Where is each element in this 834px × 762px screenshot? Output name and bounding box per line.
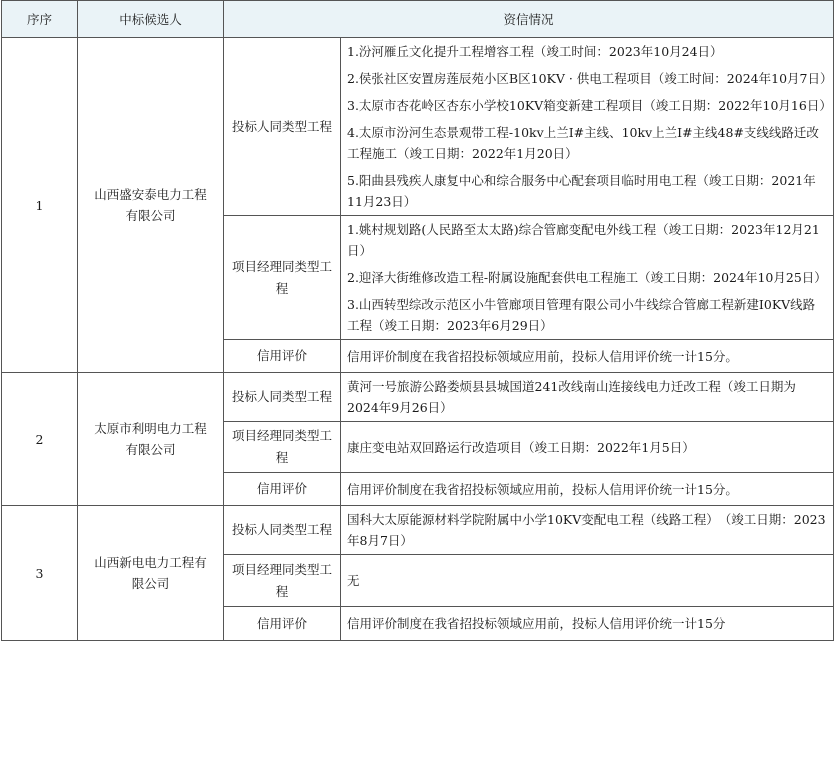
project-item: 1.姚村规划路(人民路至太太路)综合管廊变配电外线工程（竣工日期：2023年12月21日）	[347, 222, 820, 258]
bidder-projects-cell	[341, 38, 834, 216]
pm-projects-cell	[341, 216, 834, 340]
project-item: 4.太原市汾河生态景观带工程-10kv上兰I#主线、10kv上兰I#主线48#支线线路迁改工程施工（竣工日期：2022年1月20日）	[347, 125, 819, 161]
pm-projects-label: 项目经理同类型工程	[224, 555, 341, 607]
bidder-projects-label: 投标人同类型工程	[224, 506, 341, 555]
table-row	[2, 506, 834, 555]
candidate-qualification-table	[1, 0, 834, 641]
credit-label: 信用评价	[224, 473, 341, 506]
seq-cell: 3	[2, 506, 78, 641]
pm-projects-label: 项目经理同类型工程	[224, 422, 341, 473]
credit-text: 信用评价制度在我省招投标领域应用前，投标人信用评价统一计15分	[341, 607, 834, 641]
candidate-cell: 太原市利明电力工程有限公司	[78, 373, 224, 506]
project-item: 2.迎泽大街维修改造工程-附属设施配套供电工程施工（竣工日期：2024年10月25日）	[347, 270, 827, 285]
header-seq: 序序	[2, 1, 78, 38]
project-item: 康庄变电站双回路运行改造项目（竣工日期：2022年1月5日）	[341, 422, 834, 473]
header-candidate: 中标候选人	[78, 1, 224, 38]
project-item: 5.阳曲县残疾人康复中心和综合服务中心配套项目临时用电工程（竣工日期：2021年11月23日）	[347, 173, 816, 209]
project-item: 国科大太原能源材料学院附属中小学10KV变配电工程（线路工程） （竣工日期：2023年8月7日）	[341, 506, 834, 555]
pm-projects-label: 项目经理同类型工程	[224, 216, 341, 340]
candidate-cell: 山西盛安泰电力工程有限公司	[78, 38, 224, 373]
credit-label: 信用评价	[224, 607, 341, 641]
project-item: 3.山西转型综改示范区小牛管廊项目管理有限公司小牛线综合管廊工程新建I0KV线路工程（竣工日期：2023年6月29日）	[347, 297, 816, 333]
project-item: 3.太原市杏花岭区杏东小学校10KV箱变新建工程项目（竣工日期：2022年10月16日）	[347, 98, 832, 113]
table-row	[2, 373, 834, 422]
project-item: 黄河一号旅游公路娄烦县县城国道241改线南山连接线电力迁改工程（竣工日期为2024年9月26日）	[341, 373, 834, 422]
bidder-projects-label: 投标人同类型工程	[224, 373, 341, 422]
table-row	[2, 38, 834, 216]
bidder-projects-label: 投标人同类型工程	[224, 38, 341, 216]
project-item: 1.汾河雁丘文化提升工程增容工程（竣工时间：2023年10月24日）	[347, 44, 723, 59]
seq-cell: 1	[2, 38, 78, 373]
table-header-row	[2, 1, 834, 38]
header-qualification: 资信情况	[224, 1, 834, 38]
candidate-cell: 山西新电电力工程有限公司	[78, 506, 224, 641]
credit-text: 信用评价制度在我省招投标领域应用前，投标人信用评价统一计15分。	[341, 340, 834, 373]
credit-text: 信用评价制度在我省招投标领域应用前，投标人信用评价统一计15分。	[341, 473, 834, 506]
seq-cell: 2	[2, 373, 78, 506]
project-item: 2.侯张社区安置房莲辰苑小区B区10KV · 供电工程项目（竣工时间：2024年10月7日）	[347, 71, 833, 86]
project-item: 无	[341, 555, 834, 607]
credit-label: 信用评价	[224, 340, 341, 373]
